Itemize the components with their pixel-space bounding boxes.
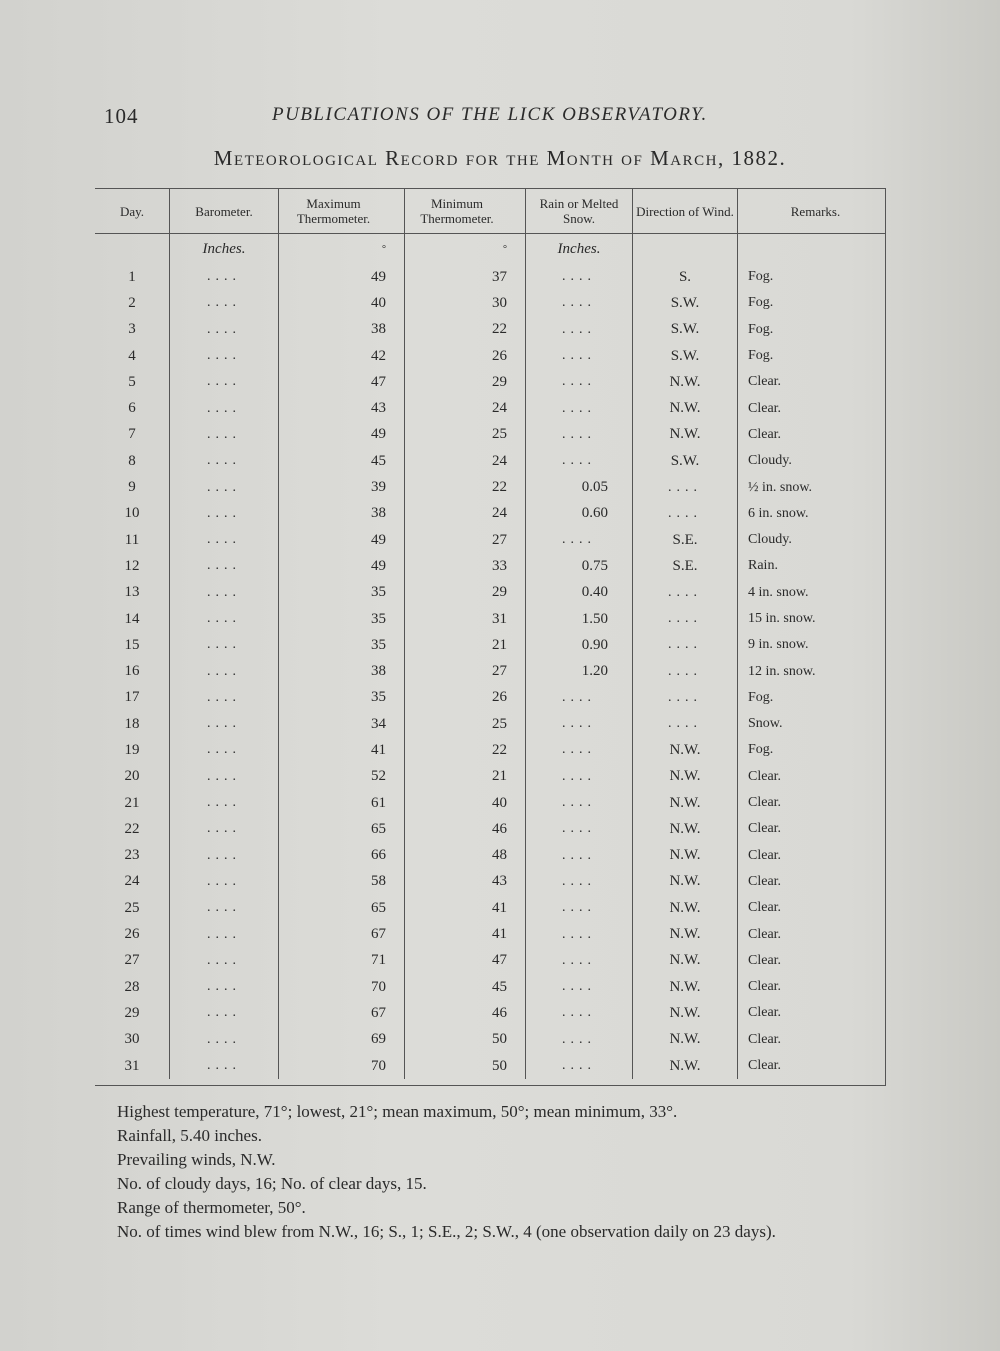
table-row [95,921,885,947]
barometer-cell: .... [170,974,279,1000]
min-thermometer-cell: 27 [405,658,526,684]
barometer-cell: .... [170,580,279,606]
wind-cell: .... [633,685,738,711]
min-thermometer-cell: 22 [405,317,526,343]
rain-cell: .... [526,1000,633,1026]
table-row [95,737,885,763]
rain-cell: .... [526,317,633,343]
rain-cell: .... [526,921,633,947]
barometer-cell: .... [170,737,279,763]
table-row [95,395,885,421]
day-cell: 24 [95,869,170,895]
wind-cell: .... [633,658,738,684]
rain-cell: .... [526,527,633,553]
max-thermometer-cell: 65 [279,816,405,842]
table-row [95,948,885,974]
barometer-cell: .... [170,343,279,369]
rain-cell: .... [526,895,633,921]
max-thermometer-cell: 38 [279,658,405,684]
min-thermometer-cell: 48 [405,843,526,869]
rain-cell: .... [526,448,633,474]
rain-cell: 1.20 [526,658,633,684]
remarks-cell: Clear. [748,1058,782,1074]
min-thermometer-cell: 41 [405,895,526,921]
table-row [95,317,885,343]
wind-cell: .... [633,711,738,737]
day-cell: 4 [95,343,170,369]
min-thermometer-cell: 43 [405,869,526,895]
max-thermometer-cell: 66 [279,843,405,869]
barometer-cell: .... [170,658,279,684]
rain-cell: 0.90 [526,632,633,658]
day-cell: 12 [95,553,170,579]
max-thermometer-cell: 49 [279,553,405,579]
day-cell: 22 [95,816,170,842]
remarks-cell: Clear. [748,821,782,837]
max-thermometer-cell: 34 [279,711,405,737]
header-day: Day. [95,189,170,234]
remarks-cell: 6 in. snow. [748,505,809,521]
table-row [95,580,885,606]
remarks-cell: Clear. [748,1005,782,1021]
day-cell: 6 [95,395,170,421]
wind-cell: S.E. [633,553,738,579]
day-cell: 18 [95,711,170,737]
rain-cell: 0.40 [526,580,633,606]
day-cell: 7 [95,422,170,448]
barometer-cell: .... [170,764,279,790]
remarks-cell: Fog. [748,742,774,758]
table-row [95,448,885,474]
remarks-cell: Clear. [748,952,782,968]
unit-min-thermometer: ° [405,234,526,265]
min-thermometer-cell: 46 [405,816,526,842]
wind-cell: .... [633,580,738,606]
wind-cell: N.W. [633,948,738,974]
remarks-cell: Clear. [748,873,782,889]
table-body [95,234,885,1080]
barometer-cell: .... [170,790,279,816]
wind-cell: S.W. [633,343,738,369]
min-thermometer-cell: 33 [405,553,526,579]
max-thermometer-cell: 49 [279,422,405,448]
rain-cell: 0.05 [526,474,633,500]
day-cell: 21 [95,790,170,816]
min-thermometer-cell: 21 [405,764,526,790]
wind-cell: N.W. [633,816,738,842]
day-cell: 3 [95,317,170,343]
day-cell: 16 [95,658,170,684]
wind-cell: N.W. [633,921,738,947]
day-cell: 30 [95,1027,170,1053]
summary-line: Prevailing winds, N.W. [117,1150,276,1169]
remarks-cell: Clear. [748,374,782,390]
summary-notes [117,1100,877,1244]
meteorological-table [95,189,885,1079]
meteorological-table-frame [95,188,886,1086]
table-row [95,790,885,816]
summary-line: Highest temperature, 71°; lowest, 21°; mean maximum, 50°; mean minimum, 33°. [117,1102,678,1121]
table-row [95,632,885,658]
barometer-cell: .... [170,474,279,500]
remarks-cell: Fog. [748,295,774,311]
table-row [95,343,885,369]
max-thermometer-cell: 38 [279,501,405,527]
table-row [95,843,885,869]
min-thermometer-cell: 41 [405,921,526,947]
rain-cell: 0.75 [526,553,633,579]
max-thermometer-cell: 65 [279,895,405,921]
remarks-cell: 9 in. snow. [748,637,809,653]
max-thermometer-cell: 35 [279,606,405,632]
table-row [95,1053,885,1079]
wind-cell: N.W. [633,737,738,763]
min-thermometer-cell: 25 [405,711,526,737]
max-thermometer-cell: 70 [279,1053,405,1079]
rain-cell: .... [526,395,633,421]
barometer-cell: .... [170,816,279,842]
wind-cell: N.W. [633,369,738,395]
min-thermometer-cell: 27 [405,527,526,553]
min-thermometer-cell: 30 [405,290,526,316]
day-cell: 8 [95,448,170,474]
day-cell: 31 [95,1053,170,1079]
header-max-thermometer: Maximum Thermometer. [279,189,405,234]
max-thermometer-cell: 47 [279,369,405,395]
min-thermometer-cell: 26 [405,343,526,369]
table-row [95,816,885,842]
max-thermometer-cell: 38 [279,317,405,343]
rain-cell: .... [526,422,633,448]
header-rain: Rain or Melted Snow. [526,189,633,234]
min-thermometer-cell: 24 [405,395,526,421]
barometer-cell: .... [170,395,279,421]
unit-wind [633,234,738,265]
min-thermometer-cell: 21 [405,632,526,658]
wind-cell: S.W. [633,317,738,343]
day-cell: 14 [95,606,170,632]
wind-cell: S. [633,264,738,290]
max-thermometer-cell: 67 [279,921,405,947]
summary-line: No. of cloudy days, 16; No. of clear days, 15. [117,1174,427,1193]
day-cell: 23 [95,843,170,869]
max-thermometer-cell: 43 [279,395,405,421]
max-thermometer-cell: 61 [279,790,405,816]
remarks-cell: Clear. [748,847,782,863]
day-cell: 26 [95,921,170,947]
remarks-cell: Clear. [748,400,782,416]
rain-cell: .... [526,790,633,816]
barometer-cell: .... [170,711,279,737]
min-thermometer-cell: 24 [405,501,526,527]
max-thermometer-cell: 35 [279,632,405,658]
wind-cell: S.E. [633,527,738,553]
rain-cell: .... [526,264,633,290]
max-thermometer-cell: 42 [279,343,405,369]
barometer-cell: .... [170,606,279,632]
table-row [95,658,885,684]
max-thermometer-cell: 35 [279,580,405,606]
remarks-cell: Fog. [748,348,774,364]
max-thermometer-cell: 71 [279,948,405,974]
rain-cell: .... [526,685,633,711]
wind-cell: N.W. [633,790,738,816]
unit-barometer: Inches. [170,234,279,265]
wind-cell: N.W. [633,895,738,921]
min-thermometer-cell: 29 [405,580,526,606]
max-thermometer-cell: 40 [279,290,405,316]
header-wind: Direction of Wind. [633,189,738,234]
table-row [95,553,885,579]
barometer-cell: .... [170,448,279,474]
barometer-cell: .... [170,869,279,895]
day-cell: 29 [95,1000,170,1026]
barometer-cell: .... [170,553,279,579]
wind-cell: .... [633,474,738,500]
wind-cell: N.W. [633,843,738,869]
day-cell: 25 [95,895,170,921]
wind-cell: N.W. [633,1000,738,1026]
table-row [95,264,885,290]
barometer-cell: .... [170,422,279,448]
rain-cell: .... [526,369,633,395]
min-thermometer-cell: 40 [405,790,526,816]
running-head: PUBLICATIONS OF THE LICK OBSERVATORY. [272,104,708,125]
day-cell: 19 [95,737,170,763]
min-thermometer-cell: 50 [405,1053,526,1079]
header-min-thermometer: Minimum Thermometer. [405,189,526,234]
barometer-cell: .... [170,264,279,290]
min-thermometer-cell: 46 [405,1000,526,1026]
min-thermometer-cell: 45 [405,974,526,1000]
min-thermometer-cell: 50 [405,1027,526,1053]
remarks-cell: Clear. [748,426,782,442]
wind-cell: N.W. [633,764,738,790]
max-thermometer-cell: 41 [279,737,405,763]
barometer-cell: .... [170,921,279,947]
day-cell: 17 [95,685,170,711]
remarks-cell: Clear. [748,795,782,811]
barometer-cell: .... [170,501,279,527]
remarks-cell: Fog. [748,689,774,705]
barometer-cell: .... [170,948,279,974]
max-thermometer-cell: 49 [279,264,405,290]
table-row [95,527,885,553]
table-row [95,369,885,395]
rain-cell: .... [526,869,633,895]
rain-cell: .... [526,843,633,869]
remarks-cell: 15 in. snow. [748,611,816,626]
unit-max-thermometer: ° [279,234,405,265]
table-row [95,764,885,790]
table-row [95,501,885,527]
remarks-cell: Cloudy. [748,532,792,548]
max-thermometer-cell: 45 [279,448,405,474]
remarks-cell: Clear. [748,1031,782,1047]
table-row [95,711,885,737]
record-title: Meteorological Record for the Month of March, 1882. [213,146,787,170]
rain-cell: .... [526,764,633,790]
unit-remarks [738,234,886,265]
units-row [95,234,885,265]
remarks-cell: Fog. [748,321,774,337]
remarks-cell: Snow. [748,716,783,732]
table-row [95,1000,885,1026]
rain-cell: .... [526,1027,633,1053]
rain-cell: 1.50 [526,606,633,632]
rain-cell: .... [526,343,633,369]
max-thermometer-cell: 39 [279,474,405,500]
max-thermometer-cell: 49 [279,527,405,553]
max-thermometer-cell: 58 [279,869,405,895]
wind-cell: N.W. [633,869,738,895]
rain-cell: .... [526,711,633,737]
rain-cell: .... [526,1053,633,1079]
header-remarks: Remarks. [738,189,886,234]
day-cell: 9 [95,474,170,500]
rain-cell: .... [526,816,633,842]
remarks-cell: Clear. [748,926,782,942]
barometer-cell: .... [170,895,279,921]
table-row [95,606,885,632]
remarks-cell: 4 in. snow. [748,584,809,600]
summary-line: No. of times wind blew from N.W., 16; S., 1; S.E., 2; S.W., 4 (one observation daily on 23 days). [117,1222,776,1241]
barometer-cell: .... [170,632,279,658]
barometer-cell: .... [170,1053,279,1079]
max-thermometer-cell: 69 [279,1027,405,1053]
table-row [95,869,885,895]
min-thermometer-cell: 26 [405,685,526,711]
remarks-cell: Clear. [748,979,782,995]
day-cell: 2 [95,290,170,316]
day-cell: 1 [95,264,170,290]
wind-cell: .... [633,632,738,658]
wind-cell: N.W. [633,1027,738,1053]
min-thermometer-cell: 22 [405,474,526,500]
barometer-cell: .... [170,290,279,316]
table-row [95,895,885,921]
wind-cell: S.W. [633,290,738,316]
wind-cell: N.W. [633,1053,738,1079]
wind-cell: .... [633,606,738,632]
wind-cell: S.W. [633,448,738,474]
barometer-cell: .... [170,369,279,395]
day-cell: 15 [95,632,170,658]
remarks-cell: 12 in. snow. [748,663,816,679]
max-thermometer-cell: 52 [279,764,405,790]
min-thermometer-cell: 31 [405,606,526,632]
table-header-row [95,189,885,234]
day-cell: 11 [95,527,170,553]
rain-cell: .... [526,290,633,316]
remarks-cell: Rain. [748,558,778,574]
unit-day [95,234,170,265]
wind-cell: N.W. [633,422,738,448]
barometer-cell: .... [170,1027,279,1053]
day-cell: 28 [95,974,170,1000]
barometer-cell: .... [170,527,279,553]
day-cell: 10 [95,501,170,527]
remarks-cell: Clear. [748,900,782,916]
barometer-cell: .... [170,1000,279,1026]
max-thermometer-cell: 35 [279,685,405,711]
table-row [95,474,885,500]
barometer-cell: .... [170,843,279,869]
rain-cell: .... [526,974,633,1000]
table-row [95,974,885,1000]
barometer-cell: .... [170,685,279,711]
day-cell: 13 [95,580,170,606]
wind-cell: N.W. [633,974,738,1000]
min-thermometer-cell: 47 [405,948,526,974]
header-barometer: Barometer. [170,189,279,234]
remarks-cell: ½ in. snow. [748,479,813,495]
barometer-cell: .... [170,317,279,343]
summary-line: Range of thermometer, 50°. [117,1198,306,1217]
table-row [95,422,885,448]
table-row [95,1027,885,1053]
wind-cell: N.W. [633,395,738,421]
unit-rain: Inches. [526,234,633,265]
rain-cell: 0.60 [526,501,633,527]
remarks-cell: Cloudy. [748,453,792,469]
max-thermometer-cell: 67 [279,1000,405,1026]
wind-cell: .... [633,501,738,527]
day-cell: 20 [95,764,170,790]
rain-cell: .... [526,737,633,763]
remarks-cell: Fog. [748,269,774,285]
table-row [95,290,885,316]
min-thermometer-cell: 29 [405,369,526,395]
min-thermometer-cell: 22 [405,737,526,763]
min-thermometer-cell: 25 [405,422,526,448]
remarks-cell: Clear. [748,768,782,784]
day-cell: 5 [95,369,170,395]
page-number: 104 [104,104,139,128]
max-thermometer-cell: 70 [279,974,405,1000]
min-thermometer-cell: 24 [405,448,526,474]
summary-line: Rainfall, 5.40 inches. [117,1126,262,1145]
day-cell: 27 [95,948,170,974]
table-row [95,685,885,711]
min-thermometer-cell: 37 [405,264,526,290]
rain-cell: .... [526,948,633,974]
